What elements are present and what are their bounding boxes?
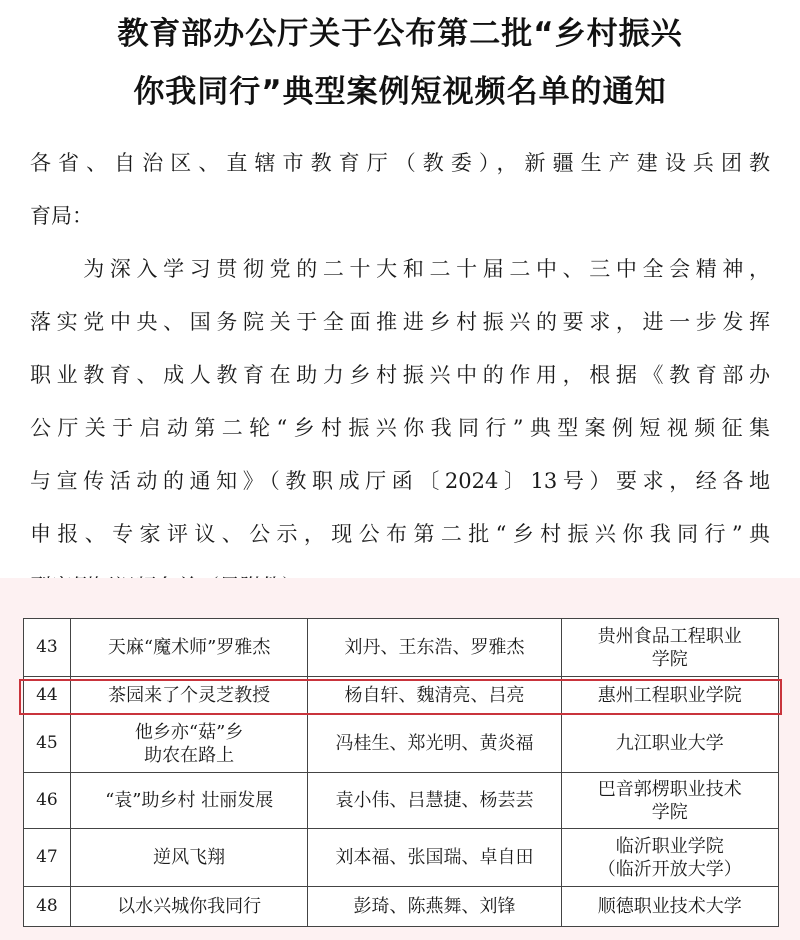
body-line: 公厅关于启动第二轮“乡村振兴你我同行”典型案例短视频征集 (30, 416, 770, 440)
document-title-line2: 你我同行”典型案例短视频名单的通知 (133, 74, 667, 110)
row-number: 44 (24, 677, 71, 715)
school-line: 巴音郭楞职业技术 (597, 778, 742, 800)
body-line: 落实党中央、国务院关于全面推进乡村振兴的要求，进一步发挥 (30, 310, 770, 334)
case-title: 以水兴城你我同行 (70, 887, 308, 927)
case-authors: 彭琦、陈燕舞、刘锋 (308, 887, 561, 927)
row-number: 47 (24, 829, 71, 887)
case-authors: 杨自轩、魏清亮、吕亮 (308, 677, 561, 715)
title-line: 助农在路上 (144, 744, 235, 766)
body-line: 职业教育、成人教育在助力乡村振兴中的作用，根据《教育部办 (30, 363, 770, 387)
row-number: 45 (24, 715, 71, 773)
body-line: 各省、自治区、直辖市教育厅（教委），新疆生产建设兵团教 (30, 151, 770, 175)
school-line: 学院 (651, 801, 688, 823)
case-school: 惠州工程职业学院 (561, 677, 778, 715)
body-line: 育局： (30, 204, 93, 228)
row-number: 46 (24, 773, 71, 829)
case-school (561, 773, 778, 829)
school-line: 学院 (651, 648, 688, 670)
case-authors: 刘丹、王东浩、罗雅杰 (308, 619, 561, 677)
case-title: 天麻“魔术师”罗雅杰 (70, 619, 308, 677)
case-list-table (23, 618, 779, 927)
body-line: 为深入学习贯彻党的二十大和二十届二中、三中全会精神， (30, 257, 770, 281)
case-school: 九江职业大学 (561, 715, 778, 773)
table-row (24, 829, 779, 887)
body-line: 申报、专家评议、公示，现公布第二批“乡村振兴你我同行”典 (30, 522, 770, 546)
case-school (561, 829, 778, 887)
bottom-band (0, 930, 800, 940)
case-title: 逆风飞翔 (70, 829, 308, 887)
case-title: 茶园来了个灵芝教授 (70, 677, 308, 715)
case-title: “袁”助乡村 壮丽发展 (70, 773, 308, 829)
table-row (24, 773, 779, 829)
document-title-line1: 教育部办公厅关于公布第二批“乡村振兴 (117, 16, 683, 52)
highlight-box (19, 679, 782, 715)
row-number: 48 (24, 887, 71, 927)
case-authors: 冯桂生、郑光明、黄炎福 (308, 715, 561, 773)
case-authors: 袁小伟、吕慧捷、杨芸芸 (308, 773, 561, 829)
table-row (24, 619, 779, 677)
case-authors: 刘本福、张国瑞、卓自田 (308, 829, 561, 887)
school-line: 贵州食品工程职业 (597, 625, 742, 647)
table-row (24, 715, 779, 773)
case-school (561, 619, 778, 677)
row-number: 43 (24, 619, 71, 677)
case-school: 顺德职业技术大学 (561, 887, 778, 927)
case-title (70, 715, 308, 773)
table-row (24, 887, 779, 927)
title-line: 他乡亦“菇”乡 (134, 721, 244, 743)
school-line: （临沂开放大学） (597, 858, 742, 880)
body-line: 与宣传活动的通知》（教职成厅函〔2024〕13号）要求，经各地 (30, 469, 770, 493)
school-line: 临沂职业学院 (615, 835, 724, 857)
